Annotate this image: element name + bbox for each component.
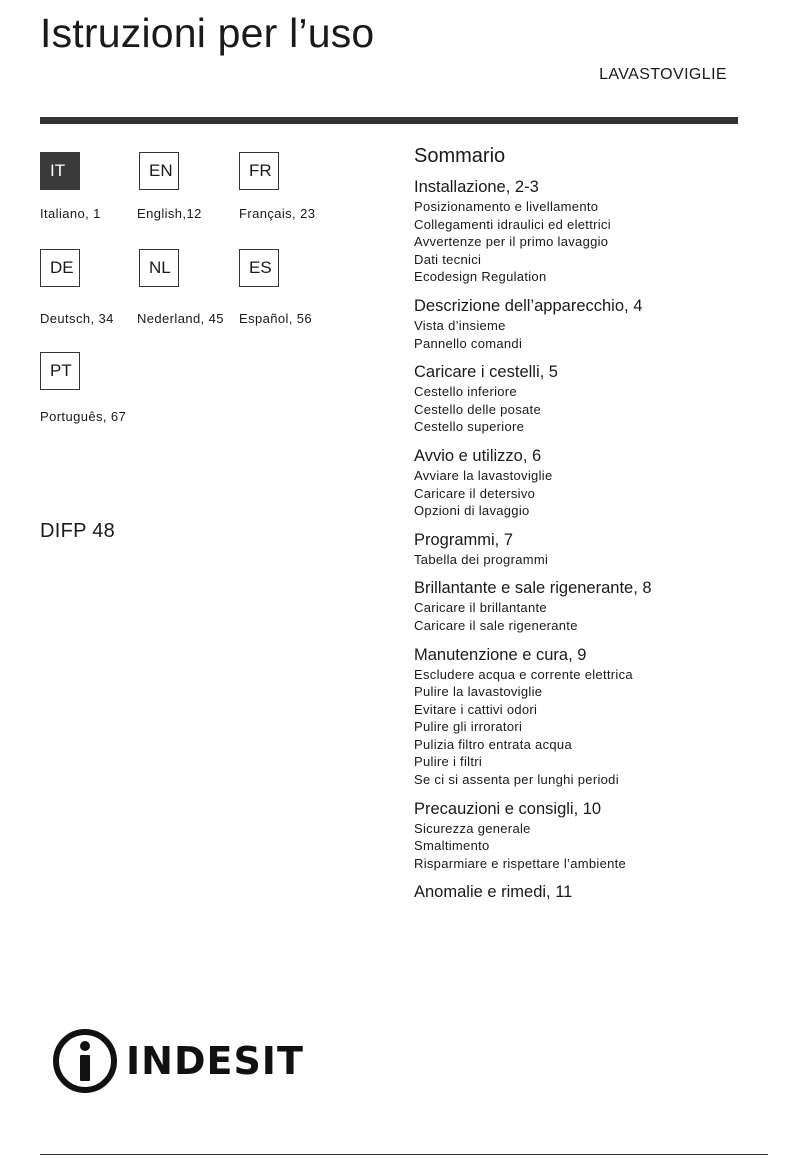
language-tab-it[interactable]: IT: [40, 152, 80, 190]
toc-section-title[interactable]: Anomalie e rimedi, 11: [414, 883, 573, 902]
language-label-en: English,12: [137, 206, 202, 221]
toc-item[interactable]: Collegamenti idraulici ed elettrici: [414, 216, 611, 232]
toc-section: [414, 362, 794, 436]
toc-item[interactable]: Dati tecnici: [414, 251, 482, 267]
language-label-fr: Français, 23: [239, 206, 316, 221]
toc-item[interactable]: Opzioni di lavaggio: [414, 503, 530, 519]
toc-item[interactable]: Vista d’insieme: [414, 317, 506, 333]
language-tab-en[interactable]: EN: [139, 152, 179, 190]
document-subtitle: LAVASTOVIGLIE: [599, 66, 727, 83]
language-tab-fr[interactable]: FR: [239, 152, 279, 190]
language-tab-nl[interactable]: NL: [139, 249, 179, 287]
toc-item[interactable]: Evitare i cattivi odori: [414, 701, 538, 717]
model-number: DIFP 48: [40, 520, 116, 542]
page-title: Istruzioni per l’uso: [40, 10, 375, 56]
toc-item[interactable]: Pulire gli irroratori: [414, 719, 523, 735]
toc-item[interactable]: Pulizia filtro entrata acqua: [414, 736, 572, 752]
toc-section: [414, 882, 794, 903]
brand-logo: [52, 1028, 304, 1094]
toc-item[interactable]: Caricare il sale rigenerante: [414, 617, 578, 633]
toc-section: [414, 177, 794, 286]
toc-item[interactable]: Pulire i filtri: [414, 754, 483, 770]
toc-item[interactable]: Escludere acqua e corrente elettrica: [414, 666, 633, 682]
language-tab-pt[interactable]: PT: [40, 352, 80, 390]
toc-section-title[interactable]: Caricare i cestelli, 5: [414, 363, 558, 382]
toc-item[interactable]: Avvertenze per il primo lavaggio: [414, 234, 609, 250]
toc-section-title[interactable]: Precauzioni e consigli, 10: [414, 799, 602, 818]
language-label-nl: Nederland, 45: [137, 311, 224, 326]
header-divider: [40, 117, 738, 124]
toc-section: [414, 799, 794, 873]
language-label-es: Español, 56: [239, 311, 313, 326]
language-tab-de[interactable]: DE: [40, 249, 80, 287]
toc-section: [414, 296, 794, 352]
toc-section-title[interactable]: Brillantante e sale rigenerante, 8: [414, 579, 652, 598]
footer-divider: [40, 1154, 768, 1155]
toc-section-title[interactable]: Descrizione dell’apparecchio, 4: [414, 296, 643, 315]
indesit-logo-icon: [52, 1028, 118, 1094]
toc-item[interactable]: Caricare il detersivo: [414, 485, 536, 501]
toc-section-title[interactable]: Manutenzione e cura, 9: [414, 645, 587, 664]
toc-item[interactable]: Risparmiare e rispettare l’ambiente: [414, 855, 627, 871]
toc-sections: [414, 177, 794, 903]
table-of-contents: [414, 143, 794, 913]
toc-item[interactable]: Smaltimento: [414, 838, 490, 854]
toc-section: [414, 645, 794, 789]
toc-item[interactable]: Caricare il brillantante: [414, 600, 547, 616]
toc-item[interactable]: Pulire la lavastoviglie: [414, 684, 543, 700]
toc-section-title[interactable]: Avvio e utilizzo, 6: [414, 446, 542, 465]
language-label-de: Deutsch, 34: [40, 311, 114, 326]
toc-section-title[interactable]: Installazione, 2-3: [414, 178, 539, 196]
brand-name: INDESIT: [126, 1039, 304, 1083]
language-label-pt: Português, 67: [40, 409, 127, 424]
toc-item[interactable]: Tabella dei programmi: [414, 551, 549, 567]
toc-section-title[interactable]: Programmi, 7: [414, 530, 514, 549]
language-label-it: Italiano, 1: [40, 206, 101, 221]
toc-item[interactable]: Ecodesign Regulation: [414, 269, 547, 285]
toc-item[interactable]: Se ci si assenta per lunghi periodi: [414, 772, 619, 788]
toc-item[interactable]: Sicurezza generale: [414, 820, 531, 836]
toc-item[interactable]: Cestello inferiore: [414, 384, 517, 400]
toc-section: [414, 530, 794, 569]
toc-item[interactable]: Cestello delle posate: [414, 401, 541, 417]
toc-item[interactable]: Pannello comandi: [414, 335, 523, 351]
toc-item[interactable]: Posizionamento e livellamento: [414, 199, 599, 214]
toc-section: [414, 578, 794, 634]
language-tab-es[interactable]: ES: [239, 249, 279, 287]
toc-section: [414, 446, 794, 520]
toc-heading: Sommario: [414, 145, 506, 167]
toc-item[interactable]: Avviare la lavastoviglie: [414, 467, 553, 483]
toc-item[interactable]: Cestello superiore: [414, 419, 525, 435]
